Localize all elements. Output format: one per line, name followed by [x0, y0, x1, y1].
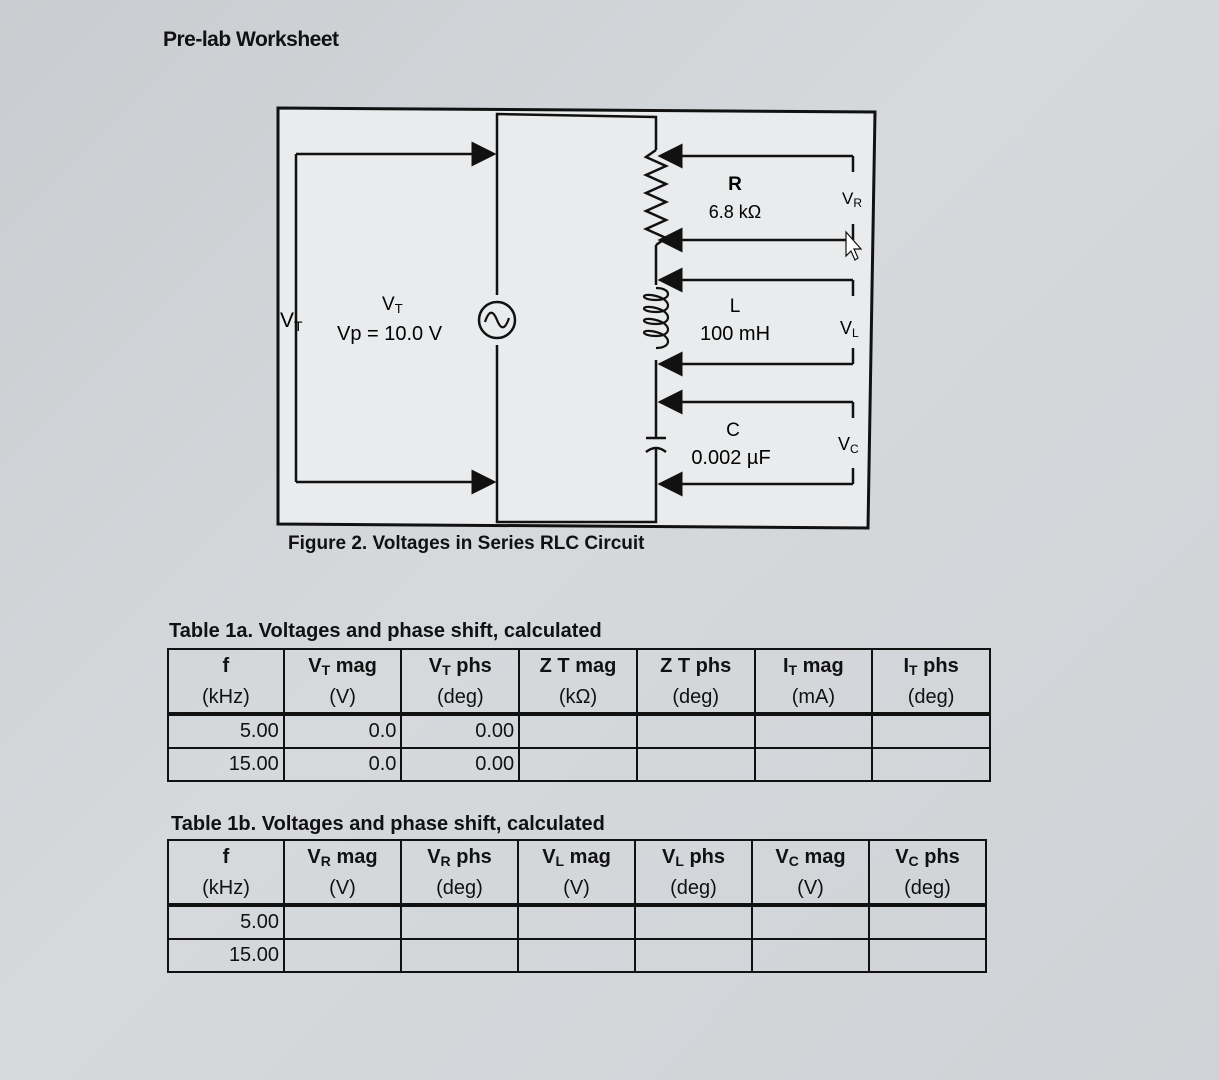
unit-cell: (deg) [872, 682, 990, 714]
table-1b-header-row [168, 840, 986, 873]
header-cell: $V_R$ phs [401, 840, 518, 873]
data-cell[interactable] [635, 905, 752, 939]
capacitor-value: 0.002 µF [691, 447, 771, 469]
table-1b [167, 839, 987, 973]
data-cell[interactable] [869, 939, 986, 972]
vr-label: VR [842, 189, 863, 210]
data-cell[interactable] [637, 714, 755, 748]
table-1a-unit-row [168, 682, 990, 714]
header-cell: $V_T$ mag [284, 649, 402, 682]
data-cell[interactable]: 0.00 [401, 714, 519, 748]
unit-cell: (deg) [637, 682, 755, 714]
table-1b-caption: Table 1b. Voltages and phase shift, calculated [171, 813, 605, 835]
data-cell[interactable] [401, 939, 518, 972]
header-cell: $V_L$ mag [518, 840, 635, 873]
data-cell[interactable]: 0.0 [284, 714, 402, 748]
data-cell[interactable] [872, 748, 990, 781]
header-cell: $V_C$ mag [752, 840, 869, 873]
frequency-cell: 5.00 [168, 714, 284, 748]
unit-cell: (kHz) [168, 682, 284, 714]
header-cell: $I_T$ phs [872, 649, 990, 682]
data-cell[interactable] [752, 905, 869, 939]
header-cell: $V_T$ phs [401, 649, 519, 682]
vp-label: Vp = 10.0 V [337, 323, 443, 345]
header-cell: f [168, 840, 284, 873]
frequency-cell: 15.00 [168, 939, 284, 972]
header-cell: $V_C$ phs [869, 840, 986, 873]
data-cell[interactable] [519, 714, 637, 748]
unit-cell: (V) [518, 873, 635, 905]
data-cell[interactable] [518, 905, 635, 939]
data-cell[interactable]: 0.0 [284, 748, 402, 781]
data-cell[interactable] [755, 714, 873, 748]
unit-cell: (deg) [869, 873, 986, 905]
inductor-value: 100 mH [699, 323, 771, 345]
capacitor-name: C [726, 420, 740, 441]
header-cell: Z T mag [519, 649, 637, 682]
vc-label: VC [838, 434, 859, 456]
table-row [168, 939, 986, 972]
inductor-name: L [729, 296, 741, 317]
resistor-value: 6.8 kΩ [708, 202, 762, 222]
unit-cell: (mA) [755, 682, 873, 714]
vt-left-label: VT [280, 309, 303, 334]
header-cell: $V_L$ phs [635, 840, 752, 873]
data-cell[interactable]: 0.00 [401, 748, 519, 781]
data-cell[interactable] [519, 748, 637, 781]
table-1a-header-row [168, 649, 990, 682]
table-1b-unit-row [168, 873, 986, 905]
unit-cell: (V) [752, 873, 869, 905]
unit-cell: (V) [284, 873, 401, 905]
table-row [168, 748, 990, 781]
resistor-name: R [728, 174, 742, 195]
header-cell: Z T phs [637, 649, 755, 682]
data-cell[interactable] [518, 939, 635, 972]
frequency-cell: 5.00 [168, 905, 284, 939]
unit-cell: (V) [284, 682, 402, 714]
table-1a [167, 648, 991, 782]
header-cell: f [168, 649, 284, 682]
data-cell[interactable] [755, 748, 873, 781]
data-cell[interactable] [635, 939, 752, 972]
figure-caption: Figure 2. Voltages in Series RLC Circuit [288, 533, 645, 554]
page-title: Pre-lab Worksheet [163, 28, 339, 51]
table-row [168, 905, 986, 939]
unit-cell: (deg) [401, 873, 518, 905]
data-cell[interactable] [284, 939, 401, 972]
data-cell[interactable] [752, 939, 869, 972]
table-row [168, 714, 990, 748]
unit-cell: (kHz) [168, 873, 284, 905]
figure-frame [278, 108, 875, 528]
unit-cell: (deg) [401, 682, 519, 714]
unit-cell: (deg) [635, 873, 752, 905]
table-1a-caption: Table 1a. Voltages and phase shift, calculated [169, 620, 602, 642]
data-cell[interactable] [872, 714, 990, 748]
data-cell[interactable] [869, 905, 986, 939]
frequency-cell: 15.00 [168, 748, 284, 781]
vl-label: VL [840, 318, 859, 340]
header-cell: $I_T$ mag [755, 649, 873, 682]
unit-cell: (kΩ) [519, 682, 637, 714]
data-cell[interactable] [401, 905, 518, 939]
vt-source-label: VT [382, 294, 403, 316]
data-cell[interactable] [284, 905, 401, 939]
header-cell: $V_R$ mag [284, 840, 401, 873]
data-cell[interactable] [637, 748, 755, 781]
